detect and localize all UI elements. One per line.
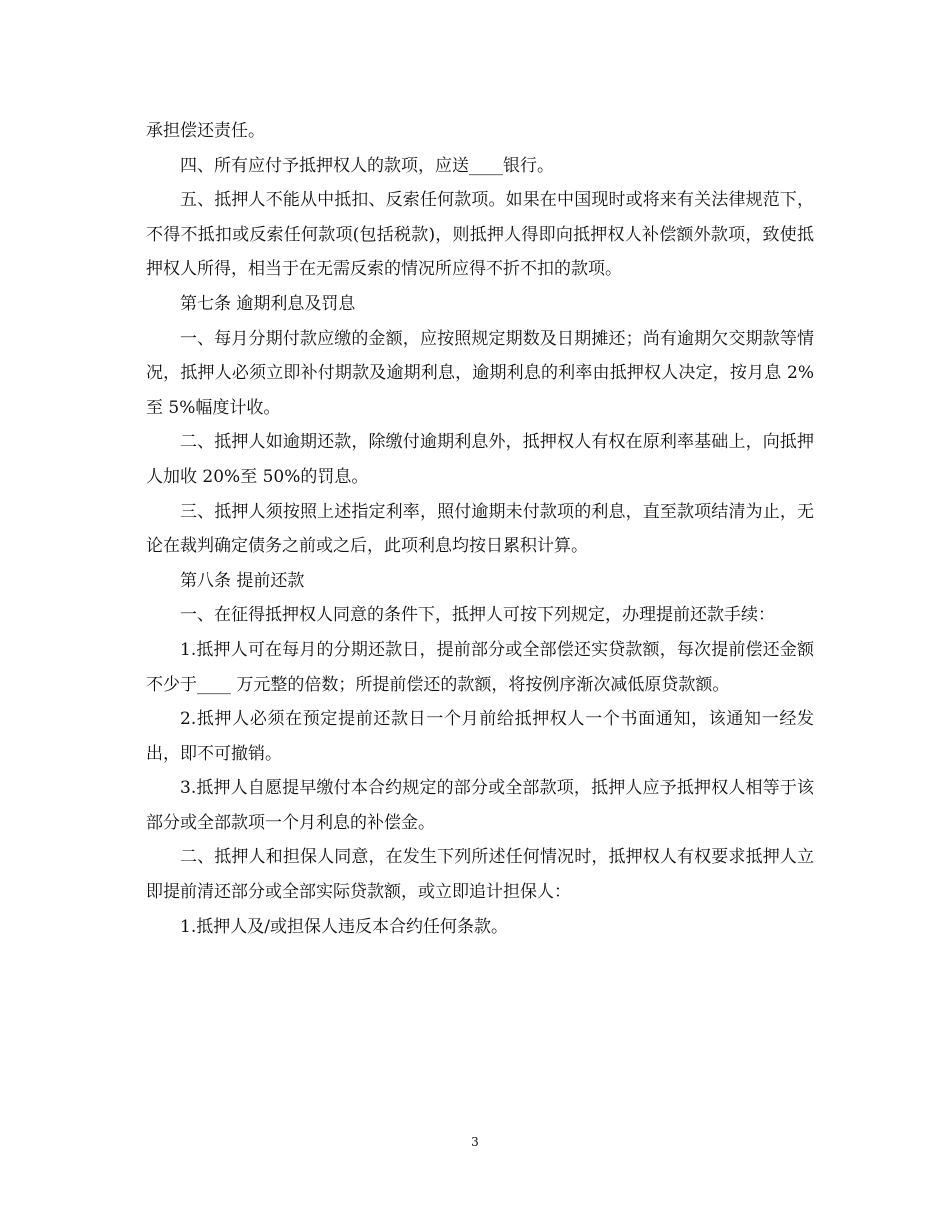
paragraph-2: 四、所有应付予抵押权人的款项，应送____银行。 (180, 155, 554, 176)
paragraph-5: 一、每月分期付款应缴的金额，应按照规定期数及日期摊还；尚有逾期欠交期款等情况，抵押人必须立即补付期款及逾期利息，逾期利息的利率由抵押权人决定，按月息 2%至 5%幅度计收。 (146, 328, 814, 418)
article-8-heading: 第八条 提前还款 (180, 570, 305, 591)
paragraph-12: 3.抵押人自愿提早缴付本合约规定的部分或全部款项，抵押人应予抵押权人相等于该部分或全部款项一个月利息的补偿金。 (146, 778, 814, 833)
article-7-heading: 第七条 逾期利息及罚息 (180, 293, 356, 314)
paragraph-3: 五、抵押人不能从中抵扣、反索任何款项。如果在中国现时或将来有关法律规范下，不得不抵扣或反索任何款项(包括税款)，则抵押人得即向抵押权人补偿额外款项，致使抵押权人所得，相当于在无需反索的情况所应得不折不扣的款项。 (146, 190, 814, 280)
paragraph-13: 二、抵押人和担保人同意，在发生下列所述任何情况时，抵押权人有权要求抵押人立即提前清还部分或全部实际贷款额，或立即追计担保人： (146, 847, 814, 903)
paragraph-14: 1.抵押人及/或担保人违反本合约任何条款。 (180, 916, 508, 937)
paragraph-11: 2.抵押人必须在预定提前还款日一个月前给抵押权人一个书面通知，该通知一经发出，即不可撤销。 (146, 709, 814, 764)
paragraph-7: 三、抵押人须按照上述指定利率，照付逾期未付款项的利息，直至款项结清为止，无论在裁判确定债务之前或之后，此项利息均按日累积计算。 (146, 501, 814, 557)
paragraph-1: 承担偿还责任。 (146, 121, 265, 141)
document-body (146, 114, 814, 944)
page-number: 3 (471, 1135, 479, 1149)
paragraph-10: 1.抵押人可在每月的分期还款日，提前部分或全部偿还实贷款额，每次提前偿还金额不少于____ 万元整的倍数；所提前偿还的款额，将按例序渐次减低原贷款额。 (146, 639, 814, 695)
paragraph-9: 一、在征得抵押权人同意的条件下，抵押人可按下列规定，办理提前还款手续： (180, 605, 775, 626)
paragraph-6: 二、抵押人如逾期还款，除缴付逾期利息外，抵押权人有权在原利率基础上，向抵押人加收 20%至 50%的罚息。 (146, 432, 814, 487)
